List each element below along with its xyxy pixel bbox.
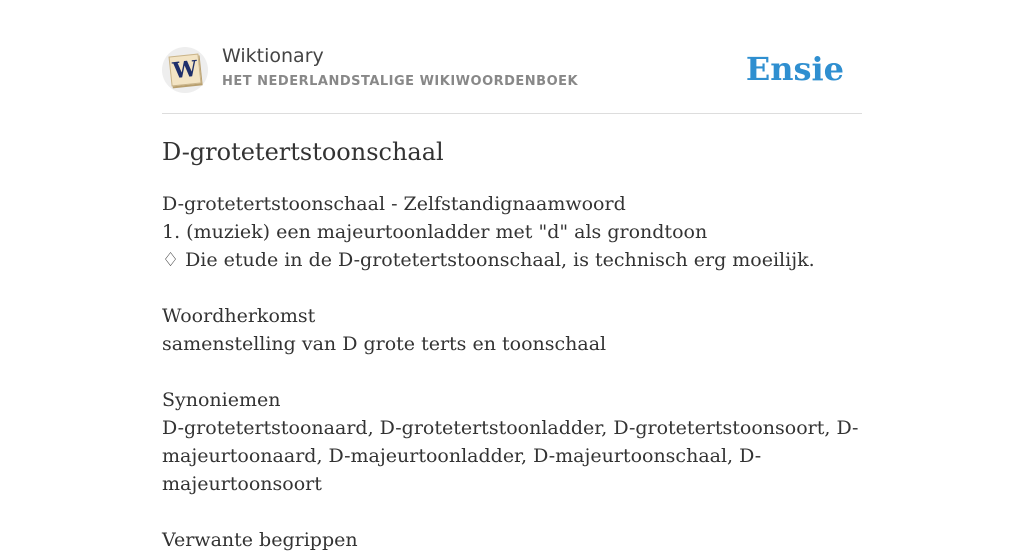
wiktionary-logo-icon: W — [169, 54, 202, 87]
page-container — [162, 0, 862, 551]
definition-text: 1. (muziek) een majeurtoonladder met "d" als grondtoon — [162, 221, 708, 243]
spacer — [162, 274, 862, 302]
ensie-logo[interactable]: Ensie — [745, 50, 844, 88]
etymology-text: samenstelling van D grote terts en toonschaal — [162, 333, 607, 355]
spacer — [162, 358, 862, 386]
synonyms-line-1: D-grotetertstoonaard, D-grotetertstoonladder, D-grotetertstoonsoort, D- — [162, 417, 859, 439]
page-title: D-grotetertstoonschaal — [162, 138, 444, 166]
etymology-heading: Woordherkomst — [162, 305, 316, 327]
site-name[interactable]: Wiktionary — [222, 45, 324, 67]
wiktionary-logo[interactable] — [162, 47, 208, 93]
site-tagline: HET NEDERLANDSTALIGE WIKIWOORDENBOEK — [222, 74, 579, 89]
related-heading: Verwante begrippen — [162, 529, 358, 551]
synonyms-heading: Synoniemen — [162, 389, 281, 411]
example-text: ♢ Die etude in de D-grotetertstoonschaal, is technisch erg moeilijk. — [162, 249, 815, 271]
definition-heading: D-grotetertstoonschaal - Zelfstandignaamwoord — [162, 193, 626, 215]
synonyms-line-2: majeurtoonaard, D-majeurtoonladder, D-majeurtoonschaal, D-majeurtoonsoort — [162, 445, 762, 495]
entry-content — [162, 190, 862, 554]
spacer — [162, 498, 862, 526]
site-header — [162, 0, 862, 114]
